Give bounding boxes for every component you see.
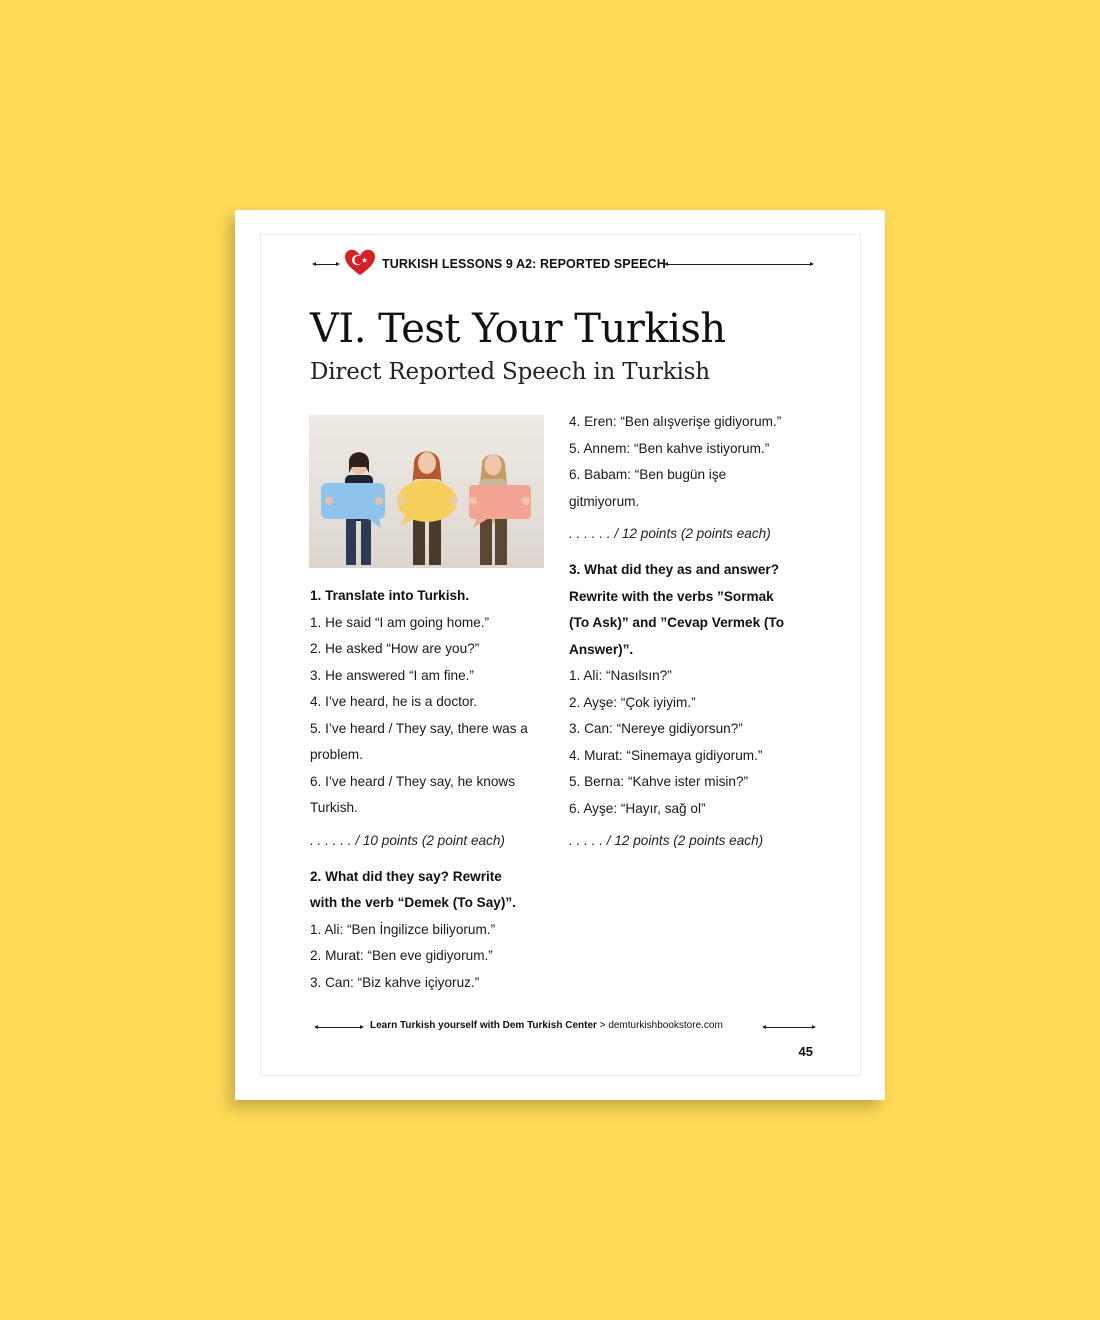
section3-line: 1. Ali: “Nasılsın?” [569,668,672,683]
section1-line: 3. He answered “I am fine.” [310,667,474,683]
section1-line: problem. [310,747,363,762]
footer-rule-right [765,1027,813,1028]
section1-line: 4. I’ve heard, he is a doctor. [310,694,478,709]
section1-line: Turkish. [310,800,358,815]
section2-line: 4. Eren: “Ben alışverişe gidiyorum.” [569,414,782,429]
header-title: TURKISH LESSONS 9 A2: REPORTED SPEECH [382,257,666,271]
section3-line: 3. Can: “Nereye gidiyorsun?” [569,721,743,736]
footer-tagline: Learn Turkish yourself with Dem Turkish Center [370,1020,597,1031]
section1-heading: 1. Translate into Turkish. [310,588,470,603]
page-number: 45 [798,1044,813,1059]
section2-heading: 2. What did they say? Rewrite [310,868,502,884]
section1-points: . . . . . . / 10 points (2 point each) [310,832,505,848]
header-rule-right [667,264,811,265]
section2-line: 6. Babam: “Ben bugün işe [569,467,727,482]
right-column [569,409,819,854]
section3-heading: 3. What did they as and answer? [569,562,779,577]
section2-points: . . . . . . / 12 points (2 points each) [569,526,771,541]
section2-line: 2. Murat: “Ben eve gidiyorum.” [310,948,493,963]
section2-line: 3. Can: “Biz kahve içiyoruz.” [310,974,480,990]
section3-line: 2. Ayşe: “Çok iyiyim.” [569,694,696,710]
section3-heading: Rewrite with the verbs ”Sormak [569,588,774,604]
section3-heading: Answer)”. [569,641,634,657]
section1-line: 1. He said “I am going home.” [310,614,490,630]
section1-line: 2. He asked “How are you?” [310,641,480,656]
page-subtitle: Direct Reported Speech in Turkish [310,359,710,385]
section3-points: . . . . . / 12 points (2 points each) [569,833,764,848]
left-column [310,583,550,996]
section1-line: 6. I’ve heard / They say, he knows [310,773,516,789]
section3-heading: (To Ask)” and ”Cevap Vermek (To [569,615,785,630]
section2-line: gitmiyorum. [569,493,640,509]
section1-line: 5. I’ve heard / They say, there was a [310,720,528,736]
section3-line: 4. Murat: “Sinemaya gidiyorum.” [569,747,763,763]
footer-rule-left [317,1027,361,1028]
section3-line: 6. Ayşe: “Hayır, sağ ol” [569,800,706,816]
section2-line: 1. Ali: “Ben İngilizce biliyorum.” [310,921,496,937]
footer-separator: > [596,1020,609,1031]
page-title: VI. Test Your Turkish [310,306,726,352]
three-women-speech-bubbles-photo [309,415,544,568]
section3-line: 5. Berna: “Kahve ister misin?” [569,774,749,789]
workbook-page [235,210,885,1100]
footer-url: demturkishbookstore.com [608,1020,723,1031]
turkish-flag-heart-icon [343,248,377,278]
section2-heading: with the verb “Demek (To Say)”. [310,895,516,910]
section2-line: 5. Annem: “Ben kahve istiyorum.” [569,440,770,456]
page-header [313,248,813,278]
header-rule-left [315,264,337,265]
footer-text [370,1020,723,1031]
page-footer [313,1018,813,1038]
